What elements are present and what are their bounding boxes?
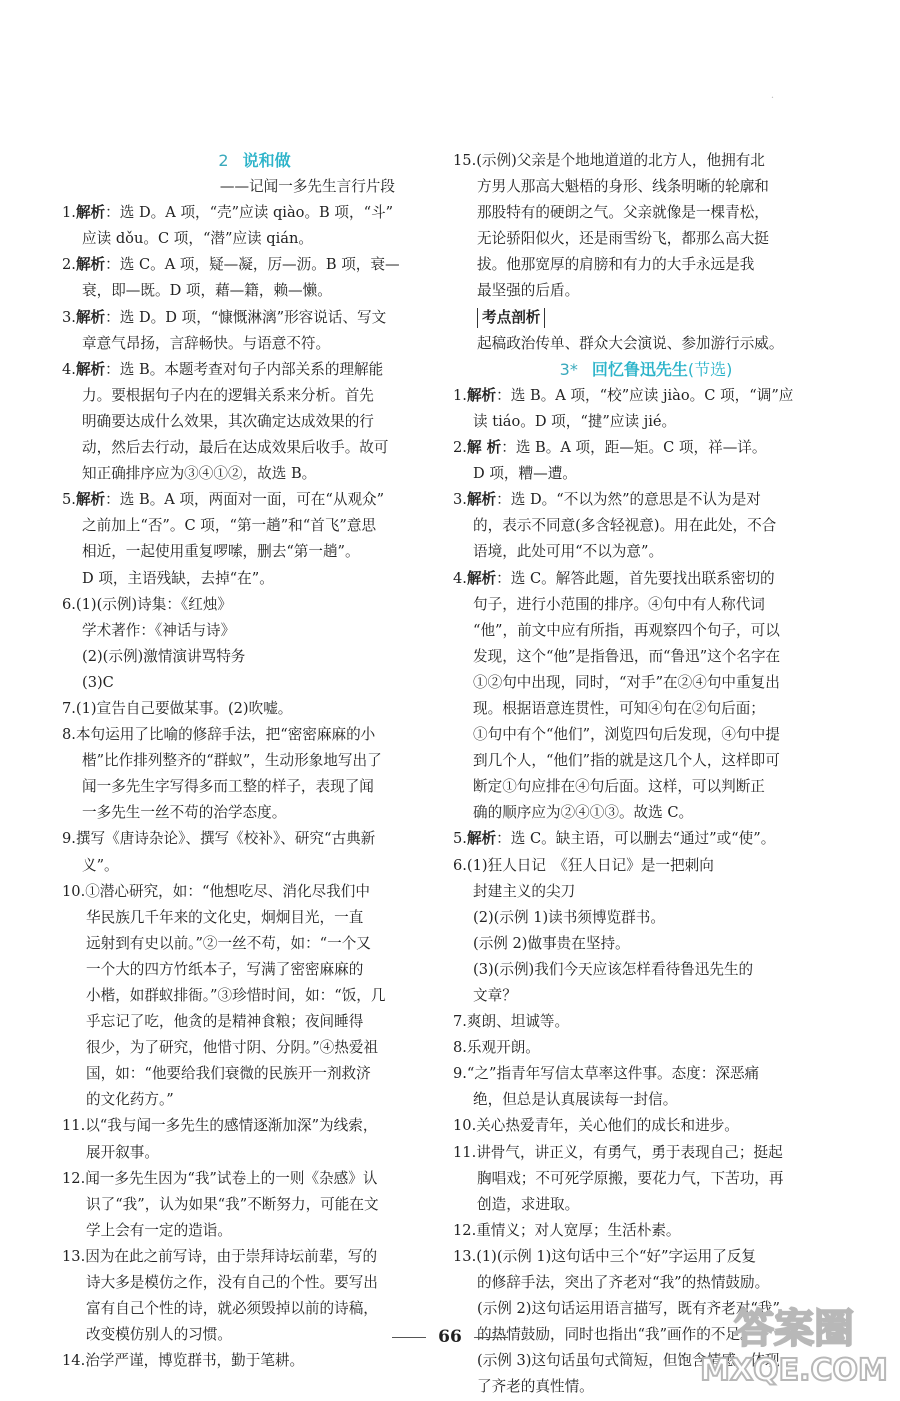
watermark-bottom-text: MXQE.COM [700, 1353, 888, 1386]
right-column [453, 148, 839, 1401]
section-title-suffix: (节选) [687, 359, 733, 379]
answer-text: 很少，为了研究，他惜寸阴、分阴。”④热爱祖 [86, 1039, 379, 1057]
answer-text: (示例 2)做事贵在坚持。 [473, 934, 630, 952]
answer-text: 读 tiáo。D 项，“揵”应读 jié。 [473, 412, 677, 430]
answer-line [62, 853, 447, 879]
answer-text: 6.(1)狂人日记 《狂人日记》是一把刺向 [453, 856, 714, 874]
answer-line [453, 1113, 839, 1139]
section-title-text: 回忆鲁迅先生 [591, 359, 688, 379]
answer-line [62, 800, 447, 826]
answer-text: 的，表示不同意(多含轻视意)。用在此处，不合 [473, 517, 777, 535]
answer-line [62, 409, 447, 435]
answer-text: 胸唱戏；不可死学原搬，要花力气，下苦功，再 [477, 1169, 784, 1187]
page-number-dash-left [392, 1337, 426, 1338]
answer-text: 一多先生一丝不苟的治学态度。 [82, 804, 287, 822]
answer-text: 知正确排序应为③④①②，故选 B。 [82, 465, 317, 483]
answer-text: 9.撰写《唐诗杂论》、撰写《校补》、研究“古典新 [62, 830, 376, 848]
answer-line [453, 566, 839, 592]
answer-line [62, 696, 447, 722]
jiexi-label: 解析 [75, 204, 106, 222]
page-number-dash-right [474, 1337, 508, 1338]
answer-line [62, 331, 447, 357]
answer-text: 12.闻一多先生因为“我”试卷上的一则《杂感》认 [62, 1169, 378, 1187]
answer-text: 改变模仿别人的习惯。 [86, 1326, 232, 1344]
answer-line [62, 487, 447, 513]
question-number: 4. [62, 360, 76, 378]
answer-line [62, 931, 447, 957]
answer-line [453, 957, 839, 983]
answer-line [453, 1192, 839, 1218]
answer-text: D 项，主语残缺，去掉“在”。 [82, 569, 274, 587]
answer-line [62, 644, 447, 670]
answer-text: 最坚强的后盾。 [477, 282, 580, 300]
answer-text: 13.因为在此之前写诗，由于崇拜诗坛前辈，写的 [62, 1247, 378, 1265]
answer-line [62, 1192, 447, 1218]
answer-text: ①句中有个“他们”，浏览四句后发现，④句中提 [473, 726, 780, 744]
answer-line [453, 226, 839, 252]
answer-text: ：选 D。D 项，“慷慨淋漓”形容说话、写文 [105, 308, 387, 326]
answer-text: “他”，前文中应有所指，再观察四个句子，可以 [473, 621, 780, 639]
question-number: 5. [62, 491, 76, 509]
answer-line [62, 513, 447, 539]
answer-text: 15.(示例)父亲是个地地道道的北方人，他拥有北 [453, 152, 765, 169]
answer-text: 创造，求进取。 [477, 1195, 580, 1213]
answer-line [453, 487, 839, 513]
answer-line [62, 1270, 447, 1296]
answer-line [62, 566, 447, 592]
answer-line [62, 383, 447, 409]
answer-line [453, 1009, 839, 1035]
answer-line [62, 618, 447, 644]
answer-text: 8.本句运用了比喻的修辞手法，把“密密麻麻的小 [62, 726, 376, 744]
section-title-text: 说和做 [242, 151, 291, 170]
corner-mark: . [770, 90, 774, 101]
answer-line [453, 670, 839, 696]
answer-line [62, 252, 447, 278]
answer-text: 动，然后去行动，最后在达成效果后收手。故可 [82, 439, 389, 457]
answer-line [62, 722, 447, 748]
answer-line [453, 1035, 839, 1061]
answer-line [453, 826, 839, 852]
question-number: 1. [453, 386, 467, 404]
answer-line [453, 331, 839, 357]
answer-text: 句子，进行小范围的排序。④句中有人称代词 [473, 595, 765, 613]
answer-text: 起稿政治传单、群众大会演说、参加游行示威。 [477, 334, 784, 352]
answer-text: 一个大的四方竹纸本子，写满了密密麻麻的 [86, 960, 364, 978]
answer-text: 应读 dǒu。C 项，“潜”应读 qián。 [82, 230, 313, 248]
answer-text: 10.①潜心研究，如：“他想吃尽、消化尽我们中 [62, 882, 370, 900]
answer-line [453, 409, 839, 435]
answer-line [453, 200, 839, 226]
answer-line [62, 226, 447, 252]
answer-text: ：选 B。A 项，距—矩。C 项，祥—详。 [501, 439, 767, 457]
answer-text: 拔。他那宽厚的肩膀和有力的大手永远是我 [477, 256, 755, 274]
answer-line [453, 383, 839, 409]
answer-text: ：选 C。A 项，疑—凝，厉—沥。B 项，衰— [105, 256, 400, 274]
answer-line [453, 931, 839, 957]
question-number: 3. [453, 491, 467, 509]
answer-text: ：选 B。A 项，“校”应读 jiào。C 项，“调”应 [496, 386, 794, 404]
answer-text: 的热情鼓励，同时也指出“我”画作的不足。 [477, 1326, 755, 1344]
answer-line [453, 513, 839, 539]
answer-text: 国，如：“他要给我们衰微的民族开一剂救济 [86, 1065, 371, 1083]
answer-line [453, 853, 839, 879]
answer-text: (3)(示例)我们今天应该怎样看待鲁迅先生的 [473, 960, 754, 978]
answer-text: (示例 3)这句话虽句式简短，但饱含情感，体现 [477, 1352, 780, 1370]
answer-line [62, 278, 447, 304]
answer-line [62, 957, 447, 983]
question-number: 1. [62, 204, 76, 222]
answer-line [453, 461, 839, 487]
answer-text: 14.治学严谨，博览群书，勤于笔耕。 [62, 1352, 305, 1370]
page-number-text: 66 [438, 1327, 462, 1347]
answer-text: 确的顺序应为②④①③。故选 C。 [473, 804, 694, 822]
answer-text: 学上会有一定的造诣。 [86, 1221, 232, 1239]
answer-text: (示例 2)这句话运用语言描写，既有齐老对“我” [477, 1300, 780, 1318]
answer-line [62, 357, 447, 383]
answer-line [453, 539, 839, 565]
jiexi-label: 解析 [466, 569, 497, 587]
answer-text: 展开叙事。 [86, 1143, 159, 1161]
answer-text: 8.乐观开朗。 [453, 1039, 540, 1057]
answer-text: 的文化药方。” [86, 1091, 174, 1109]
question-number: 2. [453, 439, 467, 457]
section-number: 3* [559, 359, 578, 379]
watermark-logo [700, 1300, 888, 1386]
answer-text: 发现，这个“他”是指鲁迅，而“鲁迅”这个名字在 [473, 647, 781, 665]
answer-text: (2)(示例 1)读书须博览群书。 [473, 908, 665, 926]
answer-line [62, 1113, 447, 1139]
answer-text: (3)C [82, 673, 114, 691]
answer-text: 乎忘记了吃，他贪的是精神食粮；夜间睡得 [86, 1013, 364, 1031]
answer-line [453, 1166, 839, 1192]
answer-text: 力。要根据句子内在的逻辑关系来分析。首先 [82, 386, 374, 404]
answer-line [453, 800, 839, 826]
answer-text: 封建主义的尖刀 [473, 882, 576, 900]
section-title [62, 148, 447, 174]
answer-line [62, 435, 447, 461]
answer-line [453, 278, 839, 304]
answer-text: 相近，一起使用重复啰嗦，删去“第一趟”。 [82, 543, 360, 561]
answer-text: 语境，此处可用“不以为意”。 [473, 543, 664, 561]
jiexi-label: 解析 [75, 256, 106, 274]
answer-line [62, 748, 447, 774]
answer-text: 明确要达成什么效果，其次确定达成效果的行 [82, 412, 374, 430]
answer-text: ：选 B。A 项，两面对一面，可在“从观众” [105, 491, 385, 509]
question-number: 4. [453, 569, 467, 587]
question-number: 2. [62, 256, 76, 274]
kaodian-tag-line [453, 305, 839, 331]
question-number: 3. [62, 308, 76, 326]
answer-text: ①②句中出现，同时，“对手”在②④句中重复出 [473, 673, 780, 691]
answer-line [453, 174, 839, 200]
answer-line [453, 983, 839, 1009]
answer-line [453, 1218, 839, 1244]
answer-text: 小楷，如群蚁排衙。”③珍惜时间，如：“饭，几 [86, 987, 386, 1004]
answer-text: 华民族几千年来的文化史，炯炯目光，一直 [86, 908, 364, 926]
answer-text: 诗大多是模仿之作，没有自己的个性。要写出 [86, 1274, 378, 1292]
jiexi-label: 解 析 [466, 439, 502, 457]
answer-line [453, 252, 839, 278]
answer-text: 识了“我”，认为如果“我”不断努力，可能在文 [86, 1195, 379, 1213]
answer-line [453, 1244, 839, 1270]
answer-line [62, 1035, 447, 1061]
answer-line [62, 1087, 447, 1113]
answer-line [453, 1270, 839, 1296]
answer-text: 现。根据语意连贯性，可知④句在②句后面； [473, 699, 765, 717]
jiexi-label: 解析 [75, 360, 106, 378]
answer-line [62, 539, 447, 565]
answer-line [62, 305, 447, 331]
answer-text: ：选 C。缺主语，可以删去“通过”或“使”。 [496, 830, 776, 848]
answer-text: 楷”比作排列整齐的“群蚁”，生动形象地写出了 [82, 752, 382, 770]
jiexi-label: 解析 [466, 830, 497, 848]
answer-text: 绝，但总是认真展读每一封信。 [473, 1091, 678, 1109]
answer-text: 学术著作：《神话与诗》 [82, 621, 236, 639]
answer-line [453, 905, 839, 931]
answer-line [453, 722, 839, 748]
answer-text: 9.“之”指青年写信太草率这件事。态度：深恶痛 [453, 1065, 760, 1083]
answer-text: 7.爽朗、坦诚等。 [453, 1013, 570, 1031]
answer-line [453, 1087, 839, 1113]
answer-text: 11.讲骨气，讲正义，有勇气，勇于表现自己；挺起 [453, 1143, 783, 1161]
answer-text: 了齐老的真性情。 [477, 1378, 594, 1396]
answer-text: 文章？ [473, 987, 517, 1004]
answer-text: (2)(示例)激情演讲骂特务 [82, 647, 246, 665]
answer-text: 13.(1)(示例 1)这句话中三个“好”字运用了反复 [453, 1247, 757, 1265]
answer-line [453, 592, 839, 618]
answer-text: ：选 D。A 项，“壳”应读 qiào。B 项，“斗” [105, 204, 394, 222]
answer-text: 6.(1)(示例)诗集：《红烛》 [62, 595, 233, 613]
watermark-top-text: 答案圈 [734, 1306, 854, 1352]
answer-text: 之前加上“否”。C 项，“第一趟”和“首飞”意思 [82, 517, 377, 535]
answer-line [62, 1296, 447, 1322]
jiexi-label: 解析 [75, 491, 106, 509]
answer-line [62, 174, 447, 200]
answer-text: ——记闻一多先生言行片段 [219, 178, 395, 196]
answer-text: 12.重情义；对人宽厚；生活朴素。 [453, 1221, 681, 1239]
answer-line [62, 879, 447, 905]
jiexi-label: 解析 [466, 491, 497, 509]
answer-line [453, 1140, 839, 1166]
answer-text: D 项，糟—遭。 [473, 465, 577, 483]
answer-text: ：选 D。“不以为然”的意思是不认为是对 [496, 491, 761, 509]
question-number: 5. [453, 830, 467, 848]
left-column [62, 148, 447, 1374]
answer-text: 章意气昂扬，言辞畅快。与语意不符。 [82, 334, 331, 352]
answer-text: 11.以“我与闻一多先生的感情逐渐加深”为线索， [62, 1117, 378, 1135]
answer-line [62, 670, 447, 696]
answer-text: ：选 B。本题考查对句子内部关系的理解能 [105, 360, 384, 378]
answer-line [62, 983, 447, 1009]
answer-text: 方男人那高大魁梧的身形、线条明晰的轮廓和 [477, 178, 769, 196]
answer-line [453, 748, 839, 774]
answer-text: 那股特有的硬朗之气。父亲就像是一棵青松， [477, 204, 769, 222]
answer-line [62, 1009, 447, 1035]
answer-line [62, 774, 447, 800]
answer-line [453, 618, 839, 644]
answer-text: 富有自己个性的诗，就必须毁掉以前的诗稿， [86, 1300, 378, 1318]
answer-line [453, 696, 839, 722]
answer-text: 的修辞手法，突出了齐老对“我”的热情鼓励。 [477, 1274, 770, 1292]
answer-text: 远射到有史以前。”②一丝不苟，如：“一个又 [86, 934, 371, 952]
answer-line [453, 435, 839, 461]
answer-text: ：选 C。解答此题，首先要找出联系密切的 [496, 569, 775, 587]
answer-text: 10.关心热爱青年，关心他们的成长和进步。 [453, 1117, 739, 1135]
jiexi-label: 解析 [75, 308, 106, 326]
answer-line [62, 1061, 447, 1087]
answer-line [453, 644, 839, 670]
answer-line [453, 879, 839, 905]
answer-line [453, 774, 839, 800]
answer-text: 断定①句应排在④句后面。这样，可以判断正 [473, 778, 765, 796]
answer-text: 到几个人，“他们”指的就是这几个人，这样即可 [473, 752, 780, 770]
answer-line [62, 1140, 447, 1166]
answer-text: 义”。 [82, 856, 119, 874]
answer-line [62, 1166, 447, 1192]
answer-text: 闻一多先生字写得多而工整的样子，表现了闻 [82, 778, 374, 796]
answer-line [62, 905, 447, 931]
answer-line [62, 461, 447, 487]
answer-text: 衰，即—既。D 项，藉—籍，赖—懒。 [82, 282, 332, 300]
jiexi-label: 解析 [466, 386, 497, 404]
answer-text: 7.(1)宣告自己要做某事。(2)吹嘘。 [62, 699, 293, 717]
answer-line [62, 1348, 447, 1374]
answer-text: 无论骄阳似火，还是雨雪纷飞，都那么高大挺 [477, 230, 769, 248]
answer-line [453, 1061, 839, 1087]
answer-line [453, 148, 839, 174]
kaodian-tag: 考点剖析 [477, 308, 545, 328]
answer-line [62, 200, 447, 226]
section-number: 2 [218, 151, 229, 170]
answer-line [62, 592, 447, 618]
section-title [453, 357, 839, 383]
answer-line [62, 1218, 447, 1244]
answer-line [62, 1244, 447, 1270]
answer-line [62, 826, 447, 852]
